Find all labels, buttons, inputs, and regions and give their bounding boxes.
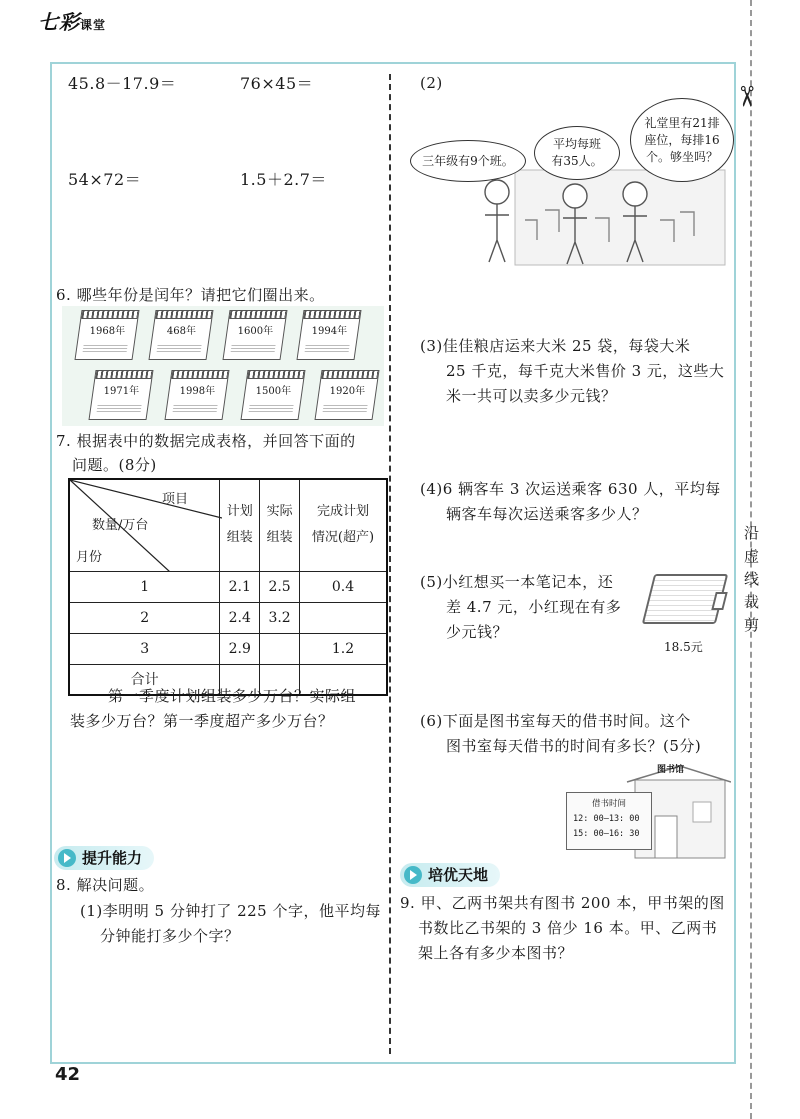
cell-actual[interactable] — [260, 633, 300, 664]
section-improve-badge: 提升能力 — [54, 846, 154, 870]
calendar-1971[interactable]: 1971年 — [88, 370, 153, 420]
cell-done: 0.4 — [300, 571, 387, 602]
q8-p6-line2: 图书室每天借书的时间有多长？(5分) — [446, 737, 702, 755]
speech-bubble-seats: 礼堂里有21排座位，每排16个。够坐吗？ — [630, 98, 734, 182]
q8-p2-label: (2) — [420, 74, 443, 92]
q8-p6-line1: (6)下面是图书室每天的借书时间。这个 — [420, 712, 691, 730]
section-excel-badge: 培优天地 — [400, 863, 500, 887]
q8-p3-line2: 25 千克，每千克大米售价 3 元，这些大 — [446, 362, 725, 380]
page-number: 42 — [55, 1064, 81, 1085]
corner-item: 项目 — [162, 492, 189, 507]
cell-month: 1 — [69, 571, 220, 602]
table-row — [69, 571, 387, 602]
q8-p5-line2: 差 4.7 元，小红现在有多 — [446, 598, 622, 616]
hours-morning: 12: 00—13: 00 — [573, 814, 640, 824]
frame-bottom-border — [50, 1062, 736, 1064]
notebook-price: 18.5元 — [664, 640, 703, 654]
header-plan: 计划 组装 — [220, 479, 260, 571]
calendar-1920[interactable]: 1920年 — [314, 370, 379, 420]
q7-title-1: 7. 根据表中的数据完成表格，并回答下面的 — [56, 432, 356, 450]
q7-question-1: 第一季度计划组装多少万台？实际组 — [108, 687, 357, 705]
q8-p5-line3: 少元钱？ — [446, 623, 509, 641]
cell-month: 合计 — [69, 664, 220, 695]
calc-3: 54×72＝ — [68, 170, 142, 189]
calendar-468[interactable]: 468年 — [148, 310, 213, 360]
cut-instruction: 沿 虚 线 裁 剪 — [744, 524, 760, 634]
corner-qty: 数量/万台 — [92, 518, 149, 533]
cell-done[interactable] — [300, 602, 387, 633]
library-hours-board — [566, 792, 652, 850]
table-row — [69, 602, 387, 633]
calendar-1600[interactable]: 1600年 — [222, 310, 287, 360]
table-corner-cell — [69, 479, 220, 571]
data-table — [68, 478, 388, 696]
q8-p5-line1: (5)小红想买一本笔记本，还 — [420, 573, 614, 591]
q6-title: 6. 哪些年份是闰年？请把它们圈出来。 — [56, 286, 325, 304]
cell-plan: 2.9 — [220, 633, 260, 664]
speech-bubble-students: 平均每班有35人。 — [534, 126, 620, 180]
cell-plan: 2.1 — [220, 571, 260, 602]
brand-logo: 七彩课堂 — [38, 10, 107, 34]
cell-plan: 2.4 — [220, 602, 260, 633]
hours-afternoon: 15: 00—16: 30 — [573, 829, 640, 839]
q8-p3-line3: 米一共可以卖多少元钱？ — [446, 387, 617, 405]
corner-month: 月份 — [76, 550, 103, 565]
speech-bubble-classes: 三年级有9个班。 — [410, 140, 526, 182]
calc-2: 76×45＝ — [240, 74, 314, 93]
play-icon — [404, 866, 422, 884]
q9-line3: 架上各有多少本图书？ — [418, 944, 574, 962]
calendar-1500[interactable]: 1500年 — [240, 370, 305, 420]
cell-actual: 2.5 — [260, 571, 300, 602]
q7-question-2: 装多少万台？第一季度超产多少万台？ — [70, 712, 334, 730]
table-row — [69, 633, 387, 664]
calc-4: 1.5＋2.7＝ — [240, 170, 327, 189]
header-done: 完成计划 情况(超产) — [300, 479, 387, 571]
calendar-1968[interactable]: 1968年 — [74, 310, 139, 360]
calc-1: 45.8－17.9＝ — [68, 74, 177, 93]
cell-month: 2 — [69, 602, 220, 633]
q8-p4-line2: 辆客车每次运送乘客多少人？ — [446, 505, 648, 523]
q8-p4-line1: (4)6 辆客车 3 次运送乘客 630 人，平均每 — [420, 480, 721, 498]
q8-p3-line1: (3)佳佳粮店运来大米 25 袋，每袋大米 — [420, 337, 691, 355]
scissors-icon: ✂ — [730, 84, 764, 109]
q8-title: 8. 解决问题。 — [56, 876, 155, 894]
q9-line1: 9. 甲、乙两书架共有图书 200 本，甲书架的图 — [400, 894, 725, 912]
q8-p1-line1: (1)李明明 5 分钟打了 225 个字，他平均每 — [80, 902, 381, 920]
cell-done: 1.2 — [300, 633, 387, 664]
q8-p1-line2: 分钟能打多少个字？ — [100, 927, 240, 945]
library-sign: 图书馆 — [657, 765, 685, 775]
hours-heading: 借书时间 — [591, 799, 626, 809]
cell-month: 3 — [69, 633, 220, 664]
calendar-1994[interactable]: 1994年 — [296, 310, 361, 360]
header-actual: 实际 组装 — [260, 479, 300, 571]
q7-title-2: 问题。(8分) — [72, 456, 157, 474]
cell-actual: 3.2 — [260, 602, 300, 633]
column-divider — [389, 74, 391, 1054]
q9-line2: 书数比乙书架的 3 倍少 16 本。甲、乙两书 — [418, 919, 718, 937]
calendar-1998[interactable]: 1998年 — [164, 370, 229, 420]
play-icon — [58, 849, 76, 867]
notebook-icon — [642, 574, 728, 624]
